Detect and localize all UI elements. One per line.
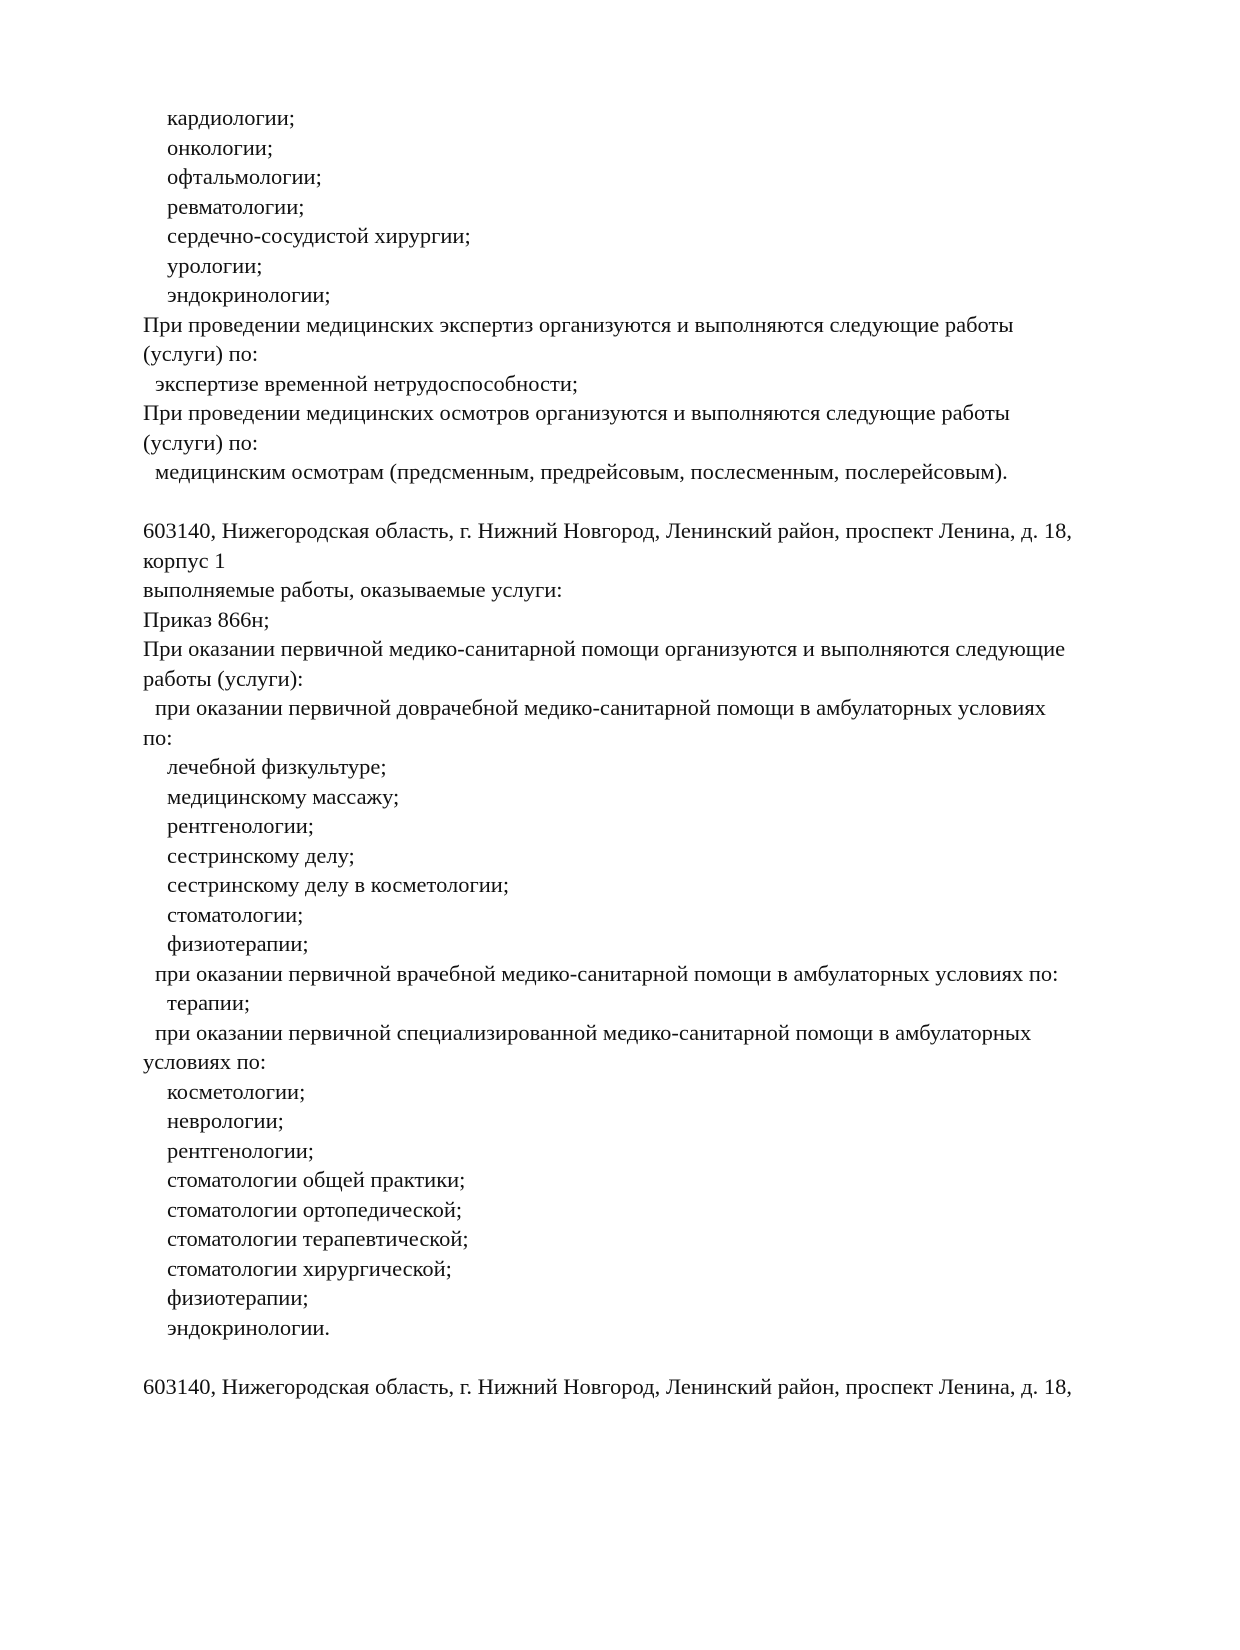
pmsp-heading-cont: работы (услуги):: [143, 665, 304, 691]
paragraph-gap: [143, 487, 1153, 517]
list-item: лечебной физкультуре;: [167, 754, 387, 779]
spec-list: [143, 1077, 1153, 1343]
spec-heading-cont: условиях по:: [143, 1049, 267, 1074]
list-item: эндокринологии;: [167, 282, 331, 307]
list-item: офтальмологии;: [167, 164, 322, 189]
list-item: медицинскому массажу;: [167, 783, 400, 809]
list-item: эндокринологии.: [167, 1314, 331, 1340]
order-reference: Приказ 866н;: [143, 606, 270, 632]
address-block: [143, 516, 1153, 1342]
list-item: онкологии;: [167, 134, 274, 160]
list-item: стоматологии терапевтической;: [167, 1226, 469, 1251]
list-item: сестринскому делу в косметологии;: [167, 872, 510, 897]
vrach-list: [143, 988, 1153, 1018]
address-line-cont: корпус 1: [143, 547, 226, 573]
list-item: стоматологии общей практики;: [167, 1167, 466, 1192]
list-item: урологии;: [167, 252, 263, 278]
list-item: физиотерапии;: [167, 931, 309, 956]
list-item: косметологии;: [167, 1078, 306, 1104]
works-label: выполняемые работы, оказываемые услуги:: [143, 577, 563, 602]
expertise-section: [143, 310, 1153, 399]
list-item: неврологии;: [167, 1108, 284, 1133]
expertise-heading: При проведении медицинских экспертиз организуются и выполняются следующие работы: [143, 311, 1014, 337]
list-item: экспертизе временной нетрудоспособности;: [155, 370, 579, 396]
address-block-next: [143, 1372, 1153, 1402]
list-item: стоматологии ортопедической;: [167, 1196, 463, 1222]
list-item: стоматологии хирургической;: [167, 1255, 452, 1281]
specialty-list-continued: [143, 103, 1153, 310]
exams-heading: При проведении медицинских осмотров организуются и выполняются следующие работы: [143, 400, 1010, 425]
paragraph-gap: [143, 1342, 1153, 1372]
vrach-heading: при оказании первичной врачебной медико-санитарной помощи в амбулаторных условиях по:: [155, 960, 1059, 986]
list-item: сестринскому делу;: [167, 842, 355, 868]
list-item: ревматологии;: [167, 193, 305, 219]
prevrach-list: [143, 752, 1153, 959]
list-item: рентгенологии;: [167, 813, 315, 838]
address-line: 603140, Нижегородская область, г. Нижний Новгород, Ленинский район, проспект Ленина, д. 18,: [143, 1373, 1072, 1399]
prevrach-heading-cont: по:: [143, 724, 173, 750]
prevrach-heading: при оказании первичной доврачебной медико-санитарной помощи в амбулаторных условиях: [155, 695, 1046, 720]
list-item: сердечно-сосудистой хирургии;: [167, 223, 471, 248]
expertise-heading-cont: (услуги) по:: [143, 341, 259, 366]
exams-heading-cont: (услуги) по:: [143, 429, 259, 455]
list-item: кардиологии;: [167, 105, 296, 130]
pmsp-heading: При оказании первичной медико-санитарной помощи организуются и выполняются следующие: [143, 636, 1066, 661]
spec-heading: при оказании первичной специализированной медико-санитарной помощи в амбулаторных: [155, 1019, 1032, 1045]
list-item: стоматологии;: [167, 901, 304, 927]
list-item: терапии;: [167, 990, 251, 1015]
address-line: 603140, Нижегородская область, г. Нижний Новгород, Ленинский район, проспект Ленина, д. 18,: [143, 518, 1072, 543]
medical-exams-section: [143, 398, 1153, 487]
list-item: физиотерапии;: [167, 1285, 309, 1310]
list-item: медицинским осмотрам (предсменным, предрейсовым, послесменным, послерейсовым).: [155, 459, 1008, 484]
document-page: [143, 103, 1153, 1401]
list-item: рентгенологии;: [167, 1137, 315, 1163]
